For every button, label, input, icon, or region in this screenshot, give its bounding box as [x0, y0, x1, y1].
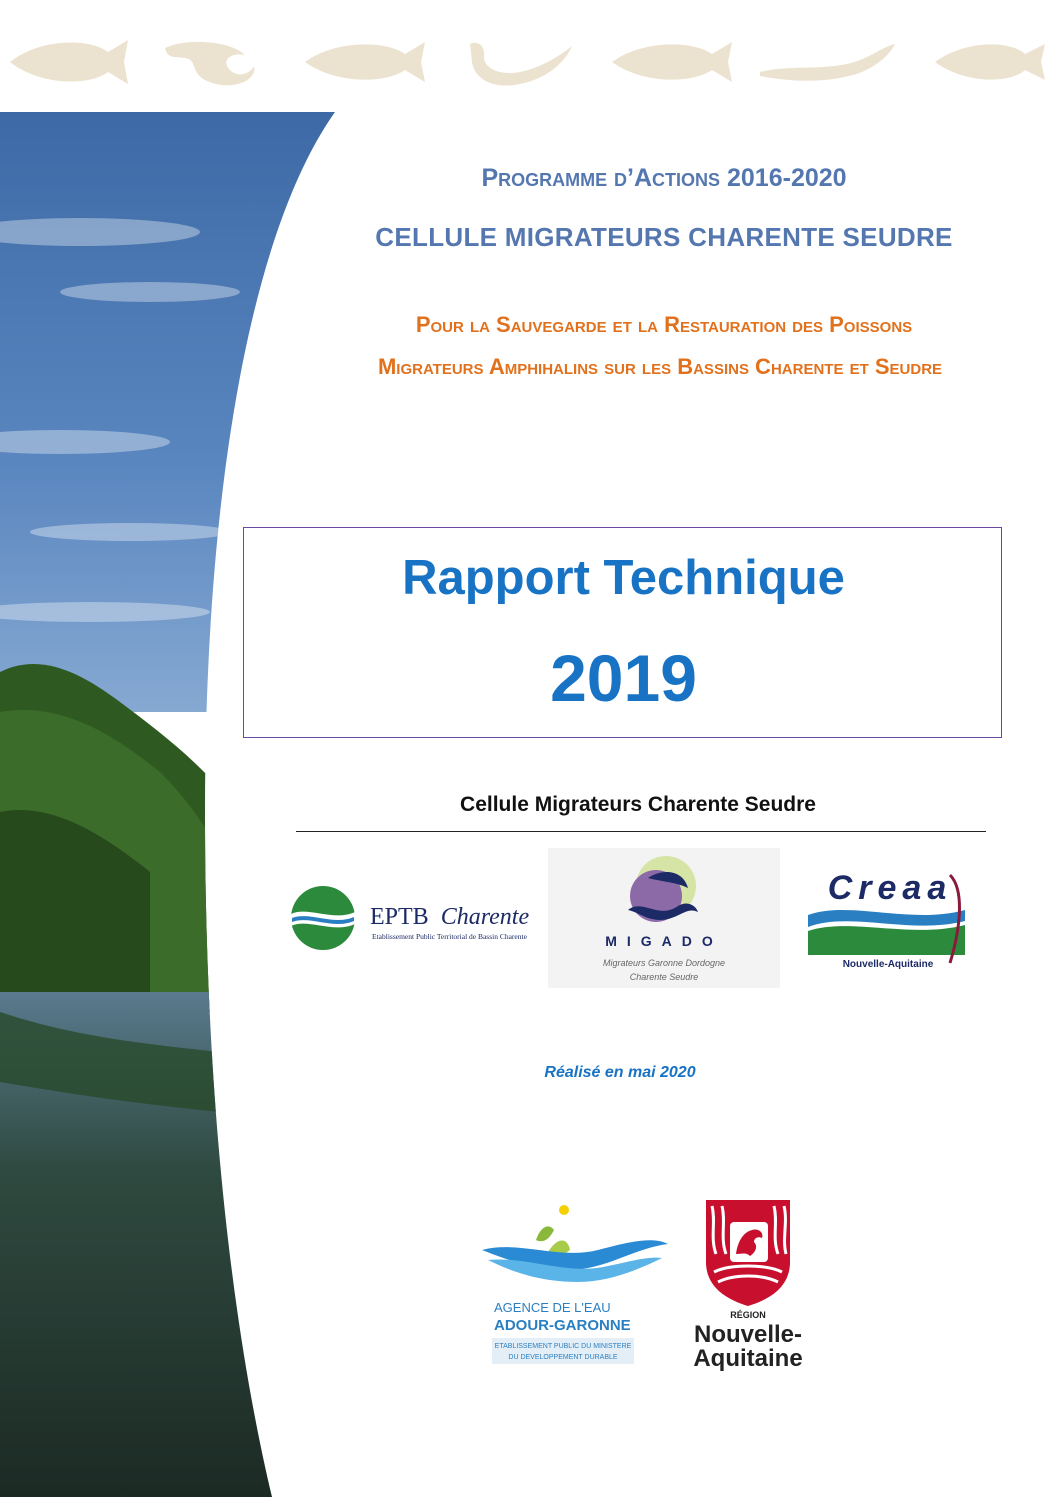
region-label: RÉGION	[730, 1310, 766, 1320]
eptb-name-bold: EPTB	[370, 904, 429, 930]
creaa-name: Creaa	[827, 869, 953, 907]
migado-name: MIGADO	[605, 933, 723, 949]
eptb-tagline: Etablissement Public Territorial de Bassin Charente	[372, 932, 527, 941]
fish-banner	[0, 0, 1058, 100]
eptb-name-italic: Charente	[440, 904, 530, 930]
creaa-logo	[800, 855, 980, 975]
subtitle-line-1: Pour la Sauvegarde et la Restauration des Poissons	[415, 312, 913, 337]
subtitle-line-2: Migrateurs Amphihalins sur les Bassins Charente et Seudre	[377, 354, 943, 379]
agence-line4: DU DEVELOPPEMENT DURABLE	[508, 1354, 618, 1361]
migado-line1: Migrateurs Garonne Dordogne	[602, 958, 726, 968]
report-title: Rapport Technique	[402, 551, 845, 605]
fish-icon	[935, 44, 1045, 80]
agence-emblem-icon	[482, 1205, 668, 1282]
eel-icon	[470, 43, 572, 86]
agence-line1: AGENCE DE L'EAU	[494, 1300, 611, 1315]
cellule-heading: CELLULE MIGRATEURS CHARENTE SEUDRE	[375, 222, 953, 252]
fish-icon	[612, 42, 732, 82]
partners-heading: Cellule Migrateurs Charente Seudre	[460, 793, 816, 816]
region-shield-icon	[706, 1200, 790, 1306]
eptb-emblem-icon	[291, 886, 355, 950]
fish-icon	[165, 42, 254, 85]
eptb-charente-logo	[288, 878, 548, 958]
lamprey-icon	[760, 44, 895, 81]
agence-eau-logo	[478, 1200, 678, 1375]
svg-text:EPTB Charente	[370, 904, 529, 930]
agence-line2: ADOUR-GARONNE	[494, 1317, 631, 1334]
region-name-1: Nouvelle-	[693, 1321, 803, 1348]
creaa-region: Nouvelle-Aquitaine	[842, 959, 934, 970]
agence-line3: ETABLISSEMENT PUBLIC DU MINISTERE	[494, 1343, 632, 1350]
fish-icon	[305, 42, 425, 82]
region-nouvelle-aquitaine-logo	[678, 1192, 826, 1377]
migado-logo	[548, 848, 780, 988]
date-note: Réalisé en mai 2020	[544, 1064, 696, 1081]
programme-heading: Programme d’Actions 2016-2020	[481, 164, 847, 192]
region-name-2: Aquitaine	[693, 1345, 803, 1372]
fish-icon	[10, 40, 128, 84]
migado-line2: Charente Seudre	[629, 972, 699, 982]
report-title-box	[243, 527, 1002, 738]
divider	[296, 831, 986, 832]
report-year: 2019	[550, 641, 697, 715]
